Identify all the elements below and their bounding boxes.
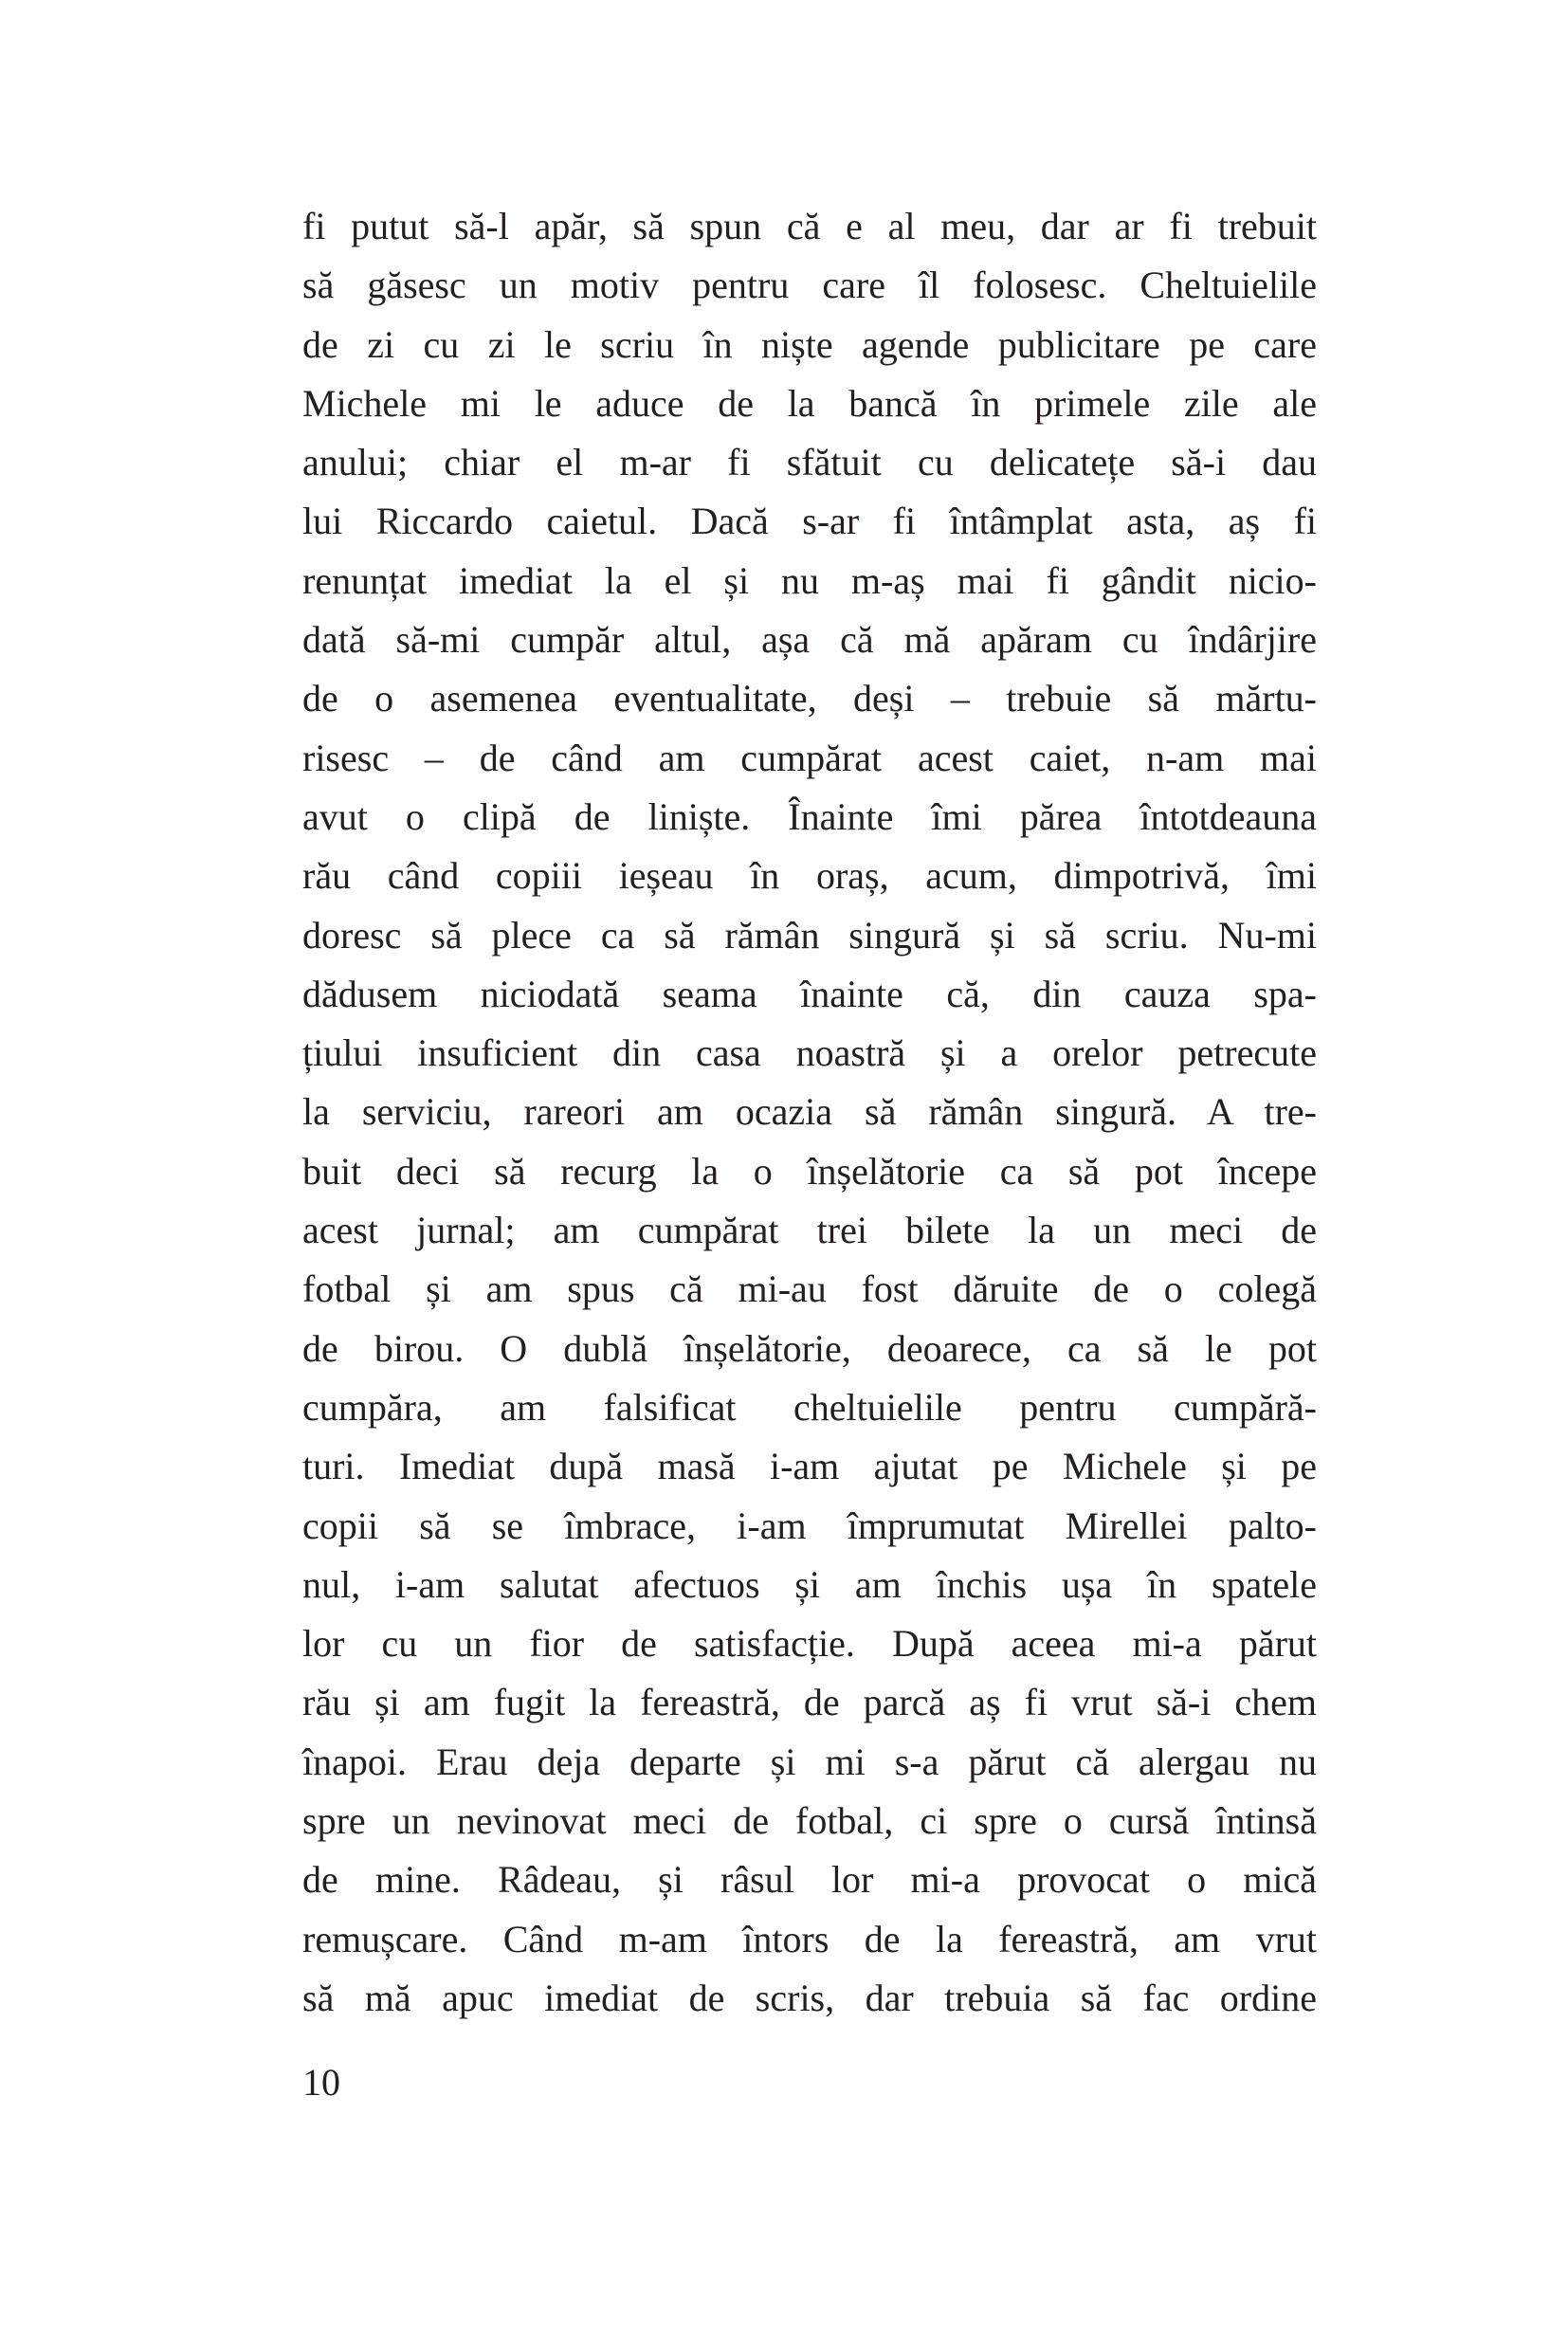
- text-line: avut o clipă de liniște. Înainte îmi părea întotdeauna: [302, 794, 1317, 838]
- text-line: acest jurnal; am cumpărat trei bilete la un meci de: [302, 1209, 1317, 1252]
- text-line: renunțat imediat la el și nu m-aș mai fi gândit nicio-: [302, 558, 1317, 602]
- text-line: de birou. O dublă înșelătorie, deoarece, ca să le pot: [302, 1326, 1317, 1370]
- text-line: risesc – de când am cumpărat acest caiet, n-am mai: [302, 736, 1317, 779]
- text-line: fi putut să-l apăr, să spun că e al meu, dar ar fi trebuit: [302, 205, 1317, 247]
- text-line: rău și am fugit la fereastră, de parcă aș fi vrut să-i chem: [302, 1681, 1317, 1724]
- text-line: dată să-mi cumpăr altul, așa că mă apăram cu îndârjire: [302, 618, 1317, 662]
- text-line: copii să se îmbrace, i-am împrumutat Mirellei palto-: [302, 1504, 1317, 1547]
- text-line: să mă apuc imediat de scris, dar trebuia să fac ordine: [302, 1976, 1317, 2019]
- text-line: la serviciu, rareori am ocazia să rămân singură. A tre-: [302, 1090, 1317, 1134]
- text-line: lor cu un fior de satisfacție. După aceea mi-a părut: [302, 1622, 1317, 1666]
- text-line: remușcare. Când m-am întors de la fereastră, am vrut: [302, 1917, 1317, 1960]
- text-line: anului; chiar el m-ar fi sfătuit cu delicatețe să-i dau: [302, 441, 1317, 484]
- text-line: înapoi. Erau deja departe și mi s-a părut că alergau nu: [302, 1740, 1317, 1783]
- text-line: să găsesc un motiv pentru care îl folosesc. Cheltuielile: [302, 264, 1317, 307]
- text-line: de o asemenea eventualitate, deși – trebuie să mărtu-: [302, 677, 1317, 720]
- text-line: de mine. Râdeau, și râsul lor mi-a provocat o mică: [302, 1858, 1317, 1902]
- text-line: nul, i-am salutat afectuos și am închis ușa în spatele: [302, 1562, 1317, 1606]
- text-line: Michele mi le aduce de la bancă în primele zile ale: [302, 381, 1317, 425]
- text-line: turi. Imediat după masă i-am ajutat pe Michele și pe: [302, 1445, 1317, 1488]
- text-line: lui Riccardo caietul. Dacă s-ar fi întâmplat asta, aș fi: [302, 500, 1317, 543]
- text-line: buit deci să recurg la o înșelătorie ca să pot începe: [302, 1149, 1317, 1193]
- page-number: 10: [302, 2061, 340, 2104]
- body-text: [302, 197, 1317, 2028]
- text-line: dădusem niciodată seama înainte că, din cauza spa-: [302, 972, 1317, 1015]
- text-line: rău când copiii ieșeau în oraș, acum, dimpotrivă, îmi: [302, 854, 1317, 898]
- text-line: spre un nevinovat meci de fotbal, ci spre o cursă întinsă: [302, 1799, 1317, 1843]
- text-line: cumpăra, am falsificat cheltuielile pentru cumpără-: [302, 1385, 1317, 1429]
- text-line: doresc să plece ca să rămân singură și să scriu. Nu-mi: [302, 913, 1317, 957]
- text-line: de zi cu zi le scriu în niște agende publicitare pe care: [302, 322, 1317, 366]
- text-line: țiului insuficient din casa noastră și a orelor petrecute: [302, 1031, 1317, 1075]
- text-line: fotbal și am spus că mi-au fost dăruite de o colegă: [302, 1267, 1317, 1311]
